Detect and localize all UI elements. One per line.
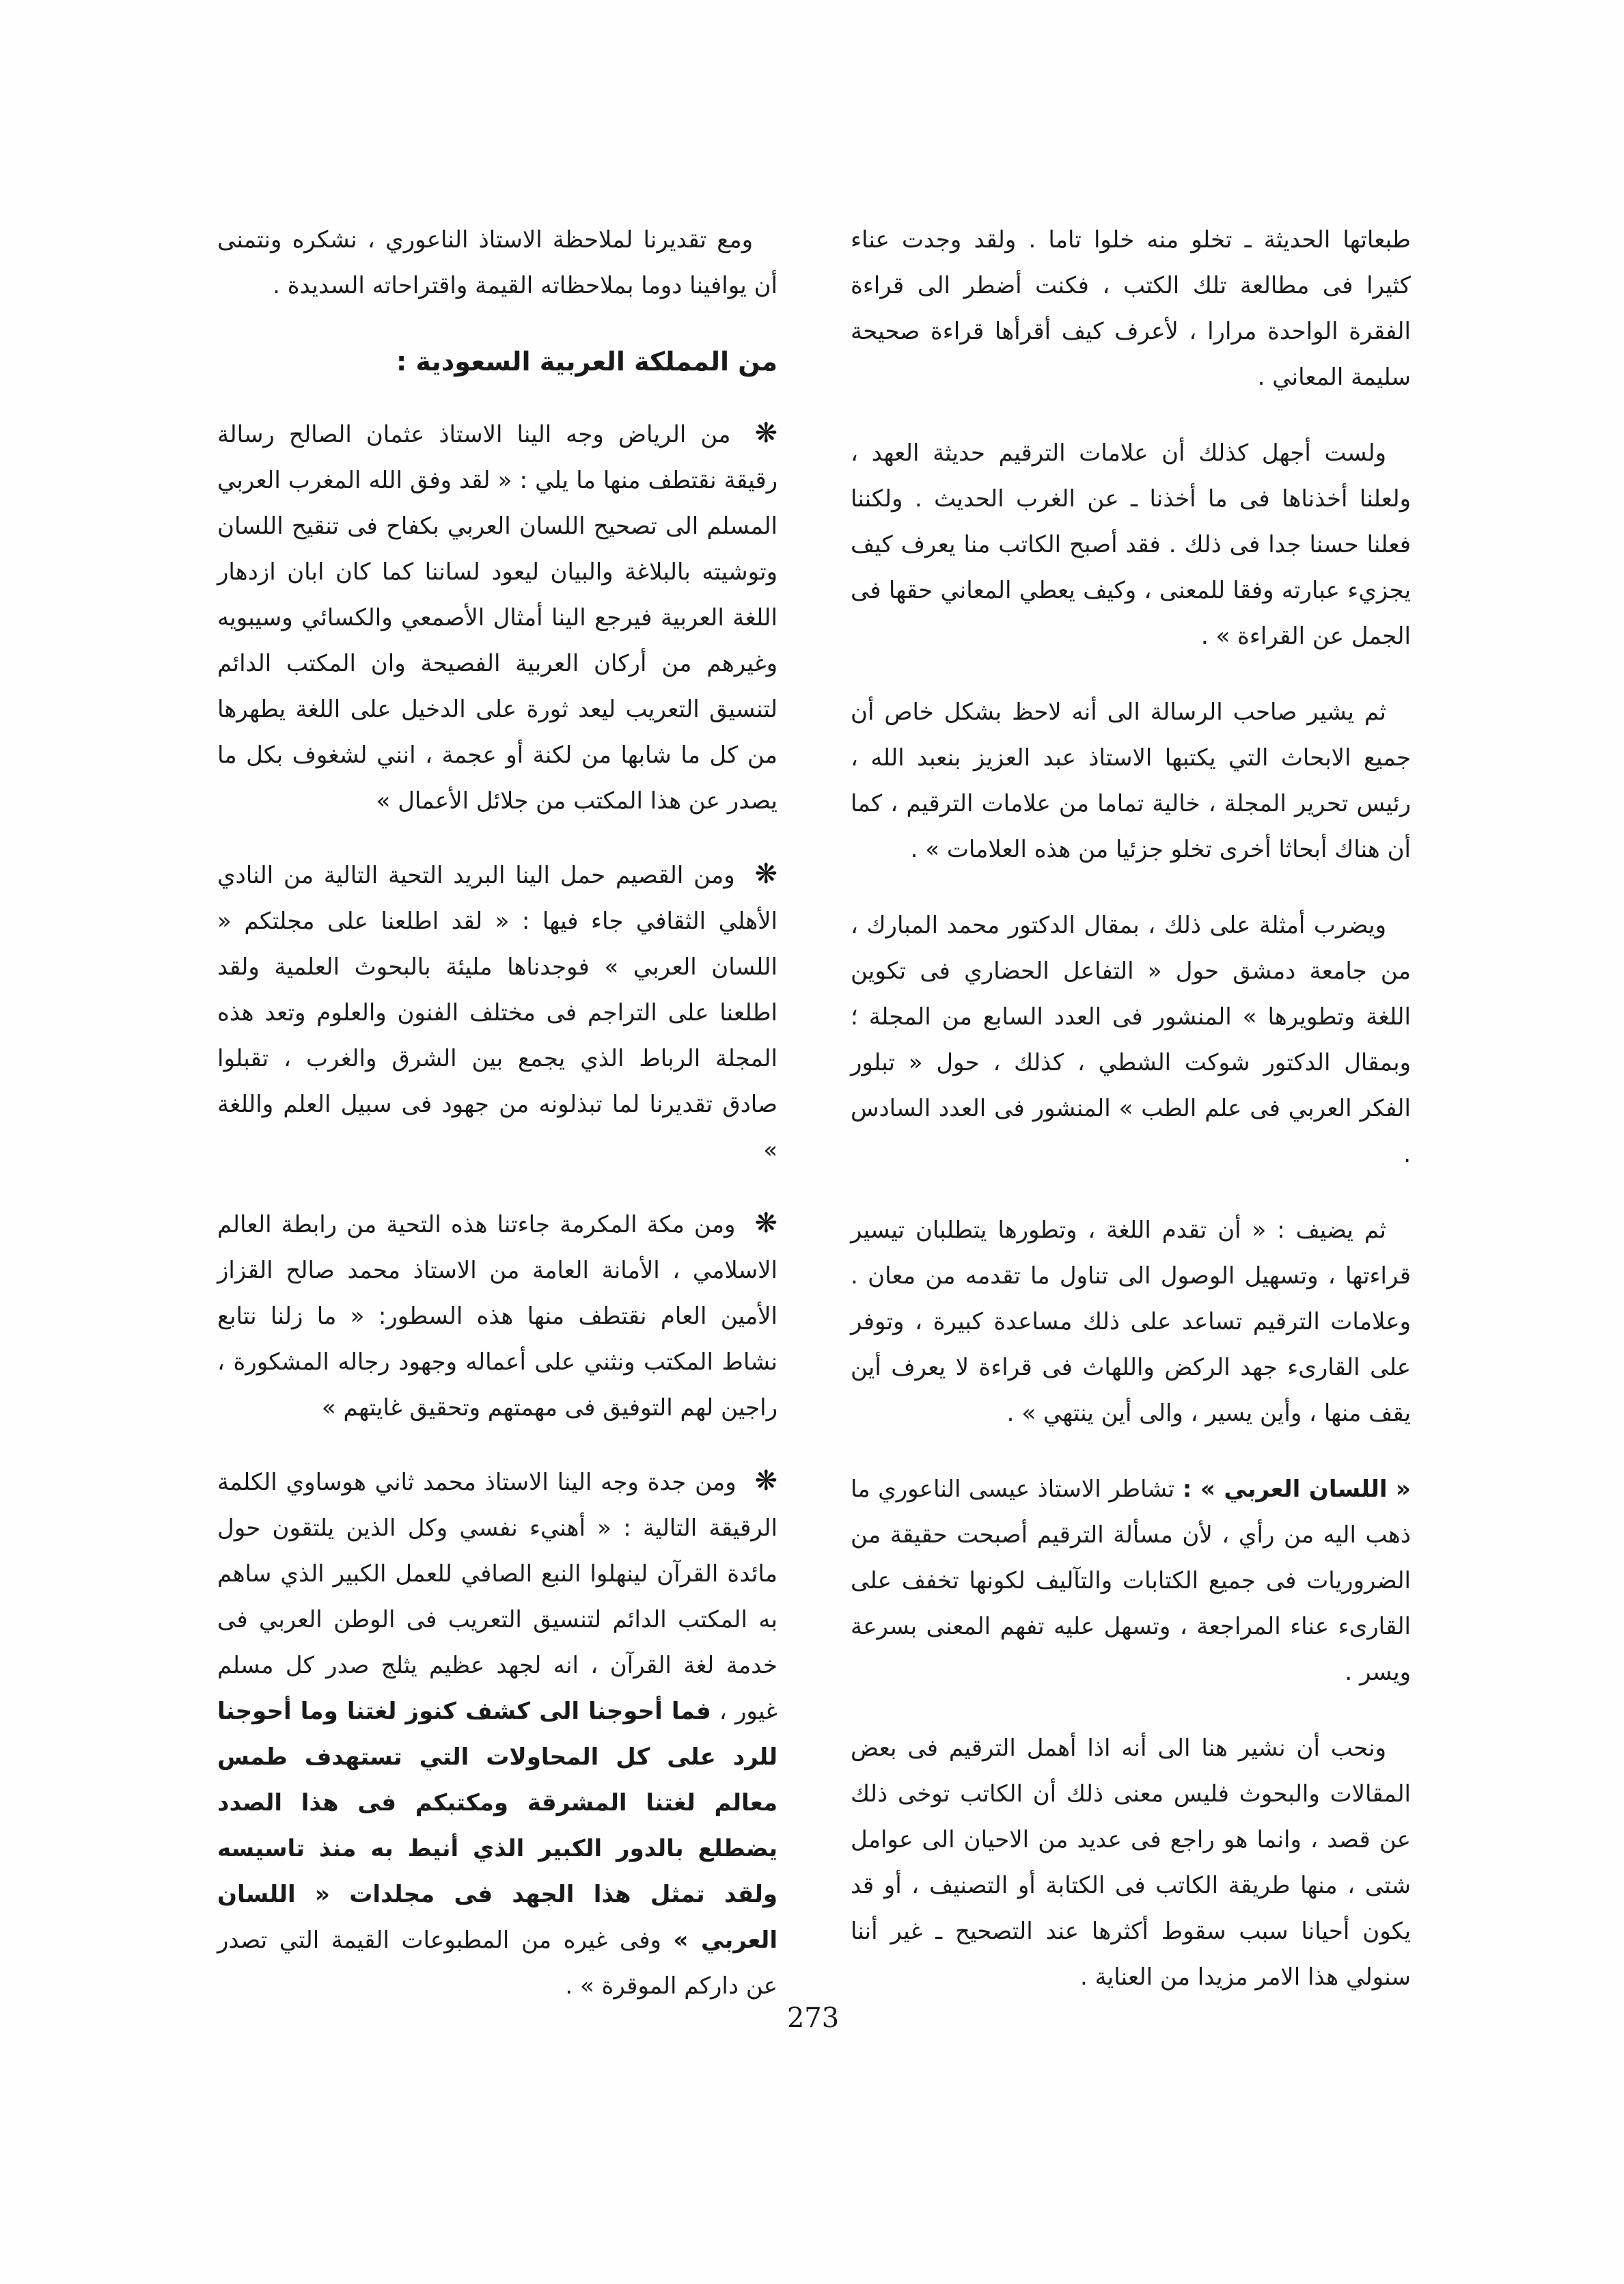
closing-thanks: ومع تقديرنا لملاحظة الاستاذ الناعوري ، نشكره ونتمنى أن يوافينا دوما بملاحظاته القيمة واقتراحاته السديدة . xyxy=(217,226,777,299)
paragraph-5: ثم يضيف : « أن تقدم اللغة ، وتطورها يتطلبان تيسير قراءتها ، وتسهيل الوصول الى تناول ما تقدمه من معان . وعلامات الترقيم تساعد على ذلك مساعدة كبيرة ، وتوفر على القارىء جهد الركض واللهاث فى قراءة لا يعرف أين يقف منها ، وأين يسير ، والى أين ينتهي » . xyxy=(851,1216,1411,1427)
asterism-icon: ❋ xyxy=(754,1208,777,1239)
section-heading-saudi: من المملكة العربية السعودية : xyxy=(396,346,777,377)
paragraph-4: ويضرب أمثلة على ذلك ، بمقال الدكتور محمد المبارك ، من جامعة دمشق حول « التفاعل الحضاري فى تكوين اللغة وتطويرها » المنشور فى العدد السابع من المجلة ؛ وبمقال الدكتور شوكت الشطي ، كذلك ، حول « تبلور الفكر العربي فى علم الطب » المنشور فى العدد السادس . xyxy=(851,912,1411,1168)
editorial-reply-text: تشاطر الاستاذ عيسى الناعوري ما ذهب اليه من رأي ، لأن مسألة الترقيم أصبحت حقيقة من الضروريات فى جميع الكتابات والتآليف لكونها تخفف على القارىء عناء المراجعة ، وتسهل عليه تفهم المعنى بسرعة ويسر . xyxy=(851,1476,1411,1686)
letter-makkah xyxy=(217,1201,777,1431)
asterism-icon: ❋ xyxy=(754,418,777,449)
letter-jeddah-ending: وفى غيره من المطبوعات القيمة التي تصدر عن داركم الموقرة » . xyxy=(217,1927,777,2000)
asterism-icon: ❋ xyxy=(754,858,777,890)
letter-riyadh-text: من الرياض وجه الينا الاستاذ عثمان الصالح رسالة رقيقة نقتطف منها ما يلي : « لقد وفق الله المغرب العربي المسلم الى تصحيح اللسان العربي بكفاح فى تنقيح اللسان وتوشيته بالبلاغة والبيان ليعود لساننا كما كان ابان ازدهار اللغة العربية فيرجع الينا أمثال الأصمعي والكسائي وسيبويه وغيرهم من أركان العربية الفصيحة وان المكتب الدائم لتنسيق التعريب ليعد ثورة على الدخيل على اللغة يطهرها من كل ما شابها من لكنة أو عجمة ، انني لشغوف بكل ما يصدر عن هذا المكتب من جلائل الأعمال » xyxy=(217,421,777,815)
letter-qassim-text: ومن القصيم حمل الينا البريد التحية التالية من النادي الأهلي الثقافي جاء فيها : « لقد اطلعنا على مجلتكم « اللسان العربي » فوجدناها مليئة بالبحوث العلمية ولقد اطلعنا على التراجم فى مختلف الفنون والعلوم وتعد هذه المجلة الرباط الذي يجمع بين الشرق والغرب ، تقبلوا صادق تقديرنا لما تبذلونه من جهود فى سبيل العلم واللغة » xyxy=(217,862,777,1164)
letter-qassim xyxy=(217,852,777,1173)
left-column xyxy=(217,217,777,2037)
journal-name-bold: « اللسان العربي » : xyxy=(1182,1476,1412,1503)
asterism-icon: ❋ xyxy=(754,1465,778,1497)
editorial-reply xyxy=(851,1467,1411,1696)
letter-jeddah xyxy=(217,1458,777,2009)
page-number: 273 xyxy=(786,2002,840,2034)
paragraph-7: ونحب أن نشير هنا الى أنه اذا أهمل الترقيم فى بعض المقالات والبحوث فليس معنى ذلك أن الكاتب توخى ذلك عن قصد ، وانما هو راجع فى عديد من الاحيان الى عوامل شتى ، منها طريقة الكاتب فى الكتابة أو التصنيف ، أو قد يكون أحيانا سبب سقوط أكثرها عند التصحيح ـ غير أننا سنولي هذا الامر مزيدا من العناية . xyxy=(851,1735,1411,1991)
paragraph-2: ولست أجهل كذلك أن علامات الترقيم حديثة العهد ، ولعلنا أخذناها فى ما أخذنا ـ عن الغرب الحديث . ولكننا فعلنا حسنا جدا فى ذلك . فقد أصبح الكاتب منا يعرف كيف يجزيء عبارته وفقا للمعنى ، وكيف يعطي المعاني حقها فى الجمل عن القراءة » . xyxy=(851,439,1411,650)
letter-jeddah-text: ومن جدة وجه الينا الاستاذ محمد ثاني هوساوي الكلمة الرقيقة التالية : « أهنيء نفسي وكل الذين يلتقون حول مائدة القرآن لينهلوا النبع الصافي للعمل الكبير الذي ساهم به المكتب الدائم لتنسيق التعريب فى الوطن العربي فى خدمة لغة القرآن ، انه لجهد عظيم يثلج صدر كل مسلم غيور ، xyxy=(217,1469,777,1725)
letter-jeddah-bold-text: فما أحوجنا الى كشف كنوز لغتنا وما أحوجنا للرد على كل المحاولات التي تستهدف طمس معالم لغتنا المشرقة ومكتبكم فى هذا الصدد يضطلع بالدور الكبير الذي أنيط به منذ تاسيسه ولقد تمثل هذا الجهد فى مجلدات « اللسان العربي » xyxy=(217,1698,777,1954)
paragraph-1: طبعاتها الحديثة ـ تخلو منه خلوا تاما . ولقد وجدت عناء كثيرا فى مطالعة تلك الكتب ، فكنت أضطر الى قراءة الفقرة الواحدة مرارا ، لأعرف كيف أقرأها قراءة صحيحة سليمة المعاني . xyxy=(851,226,1411,391)
paragraph-3: ثم يشير صاحب الرسالة الى أنه لاحظ بشكل خاص أن جميع الابحاث التي يكتبها الاستاذ عبد العزيز بنعبد الله ، رئيس تحرير المجلة ، خالية تماما من علامات الترقيم ، كما أن هناك أبحاثا أخرى تخلو جزئيا من هذه العلامات » . xyxy=(851,698,1411,863)
letter-makkah-text: ومن مكة المكرمة جاءتنا هذه التحية من رابطة العالم الاسلامي ، الأمانة العامة من الاستاذ محمد صالح القزاز الأمين العام نقتطف منها هذه السطور: « ما زلنا نتابع نشاط المكتب ونثني على أعماله وجهود رجاله المشكورة ، راجين لهم التوفيق فى مهمتهم وتحقيق غايتهم » xyxy=(217,1211,777,1422)
right-column xyxy=(851,217,1411,2030)
letter-riyadh xyxy=(217,411,777,824)
